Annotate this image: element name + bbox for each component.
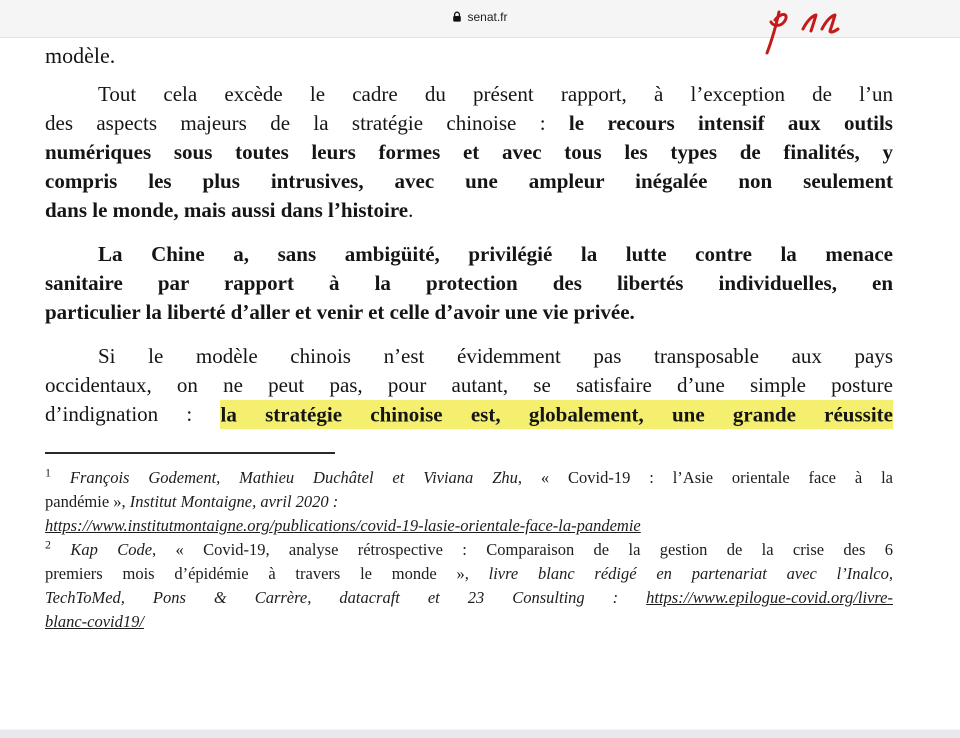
text-line bbox=[45, 298, 893, 327]
text-segment: François Godement, Mathieu Duchâtel et Viviana Zhu bbox=[69, 468, 518, 487]
text-line bbox=[45, 514, 893, 538]
footnote bbox=[45, 466, 893, 538]
url-text: senat.fr bbox=[467, 9, 508, 24]
handwritten-annotation bbox=[758, 2, 858, 60]
text-line bbox=[45, 196, 893, 225]
lock-icon bbox=[452, 11, 462, 23]
text-segment: Kap Code bbox=[70, 540, 153, 559]
text-segment: TechToMed, Pons & Carrère, datacraft et 23 Consulting : bbox=[45, 588, 647, 607]
text-segment: occidentaux, on ne peut pas, pour autant, se satisfaire d’une simple posture bbox=[45, 373, 893, 397]
text-line bbox=[45, 400, 893, 429]
text-line bbox=[45, 371, 893, 400]
text-line bbox=[45, 240, 893, 269]
footnote-link[interactable]: blanc-covid19/ bbox=[45, 612, 144, 631]
text-line bbox=[45, 466, 893, 490]
text-segment: des aspects majeurs de la stratégie chinoise : bbox=[45, 111, 569, 135]
highlighted-text: la stratégie chinoise est, globalement, une grande réussite bbox=[220, 400, 893, 429]
text-segment: pandémie », bbox=[45, 492, 130, 511]
text-segment: livre blanc rédigé en partenariat avec l’Inalco, bbox=[488, 564, 893, 583]
leading-line: modèle. bbox=[45, 43, 116, 68]
annotation-one-first bbox=[803, 15, 816, 31]
text-line bbox=[45, 109, 893, 138]
text-segment: 1 bbox=[45, 465, 51, 480]
annotation-one-second bbox=[822, 15, 838, 32]
footnote-link[interactable]: https://www.epilogue-covid.org/livre- bbox=[646, 588, 893, 607]
text-line bbox=[45, 562, 893, 586]
text-segment: premiers mois d’épidémie à travers le monde », bbox=[45, 564, 489, 583]
text-line bbox=[45, 610, 893, 634]
text-line bbox=[45, 586, 893, 610]
text-segment: Tout cela excède le cadre du présent rapport, à l’exception de l’un bbox=[98, 82, 893, 106]
text-segment: . bbox=[408, 198, 414, 222]
text-line bbox=[45, 138, 893, 167]
url-field[interactable] bbox=[452, 10, 507, 24]
text-segment: particulier la liberté d’aller et venir et celle d’avoir une vie privée. bbox=[45, 300, 635, 324]
text-line bbox=[45, 538, 893, 562]
text-segment: sanitaire par rapport à la protection des libertés individuelles, en bbox=[45, 271, 893, 295]
text-segment: , « Covid-19 : l’Asie orientale face à la bbox=[517, 468, 893, 487]
text-segment: La Chine a, sans ambigüité, privilégié la lutte contre la menace bbox=[98, 242, 893, 266]
document-page bbox=[0, 38, 960, 730]
text-line bbox=[45, 490, 893, 514]
paragraph bbox=[45, 80, 893, 225]
text-segment: numériques sous toutes leurs formes et avec tous les types de finalités, y bbox=[45, 140, 893, 164]
text-segment: , « Covid-19, analyse rétrospective : Comparaison de la gestion de la crise des 6 bbox=[152, 540, 894, 559]
text-segment: compris les plus intrusives, avec une ampleur inégalée non seulement bbox=[45, 169, 893, 193]
footnote-section bbox=[45, 466, 893, 634]
bottom-bar bbox=[0, 729, 960, 738]
text-line bbox=[45, 80, 893, 109]
footnote bbox=[45, 538, 893, 634]
paragraph bbox=[45, 342, 893, 429]
paragraph bbox=[45, 240, 893, 327]
text-segment: Institut Montaigne, avril 2020 : bbox=[129, 492, 339, 511]
text-segment: Si le modèle chinois n’est évidemment pas transposable aux pays bbox=[98, 344, 893, 368]
document-body bbox=[45, 80, 893, 429]
text-segment: d’indignation : bbox=[45, 402, 221, 426]
text-line bbox=[45, 167, 893, 196]
text-segment: le recours intensif aux outils bbox=[568, 111, 893, 135]
footnote-separator bbox=[45, 452, 335, 454]
text-segment: dans le monde, mais aussi dans l’histoire bbox=[45, 198, 409, 222]
footnote-link[interactable]: https://www.institutmontaigne.org/publications/covid-19-lasie-orientale-face-la-pandemie bbox=[45, 516, 641, 535]
text-line bbox=[45, 342, 893, 371]
text-segment bbox=[51, 540, 70, 559]
text-line bbox=[45, 269, 893, 298]
text-segment: 2 bbox=[45, 537, 51, 552]
text-segment bbox=[51, 468, 70, 487]
